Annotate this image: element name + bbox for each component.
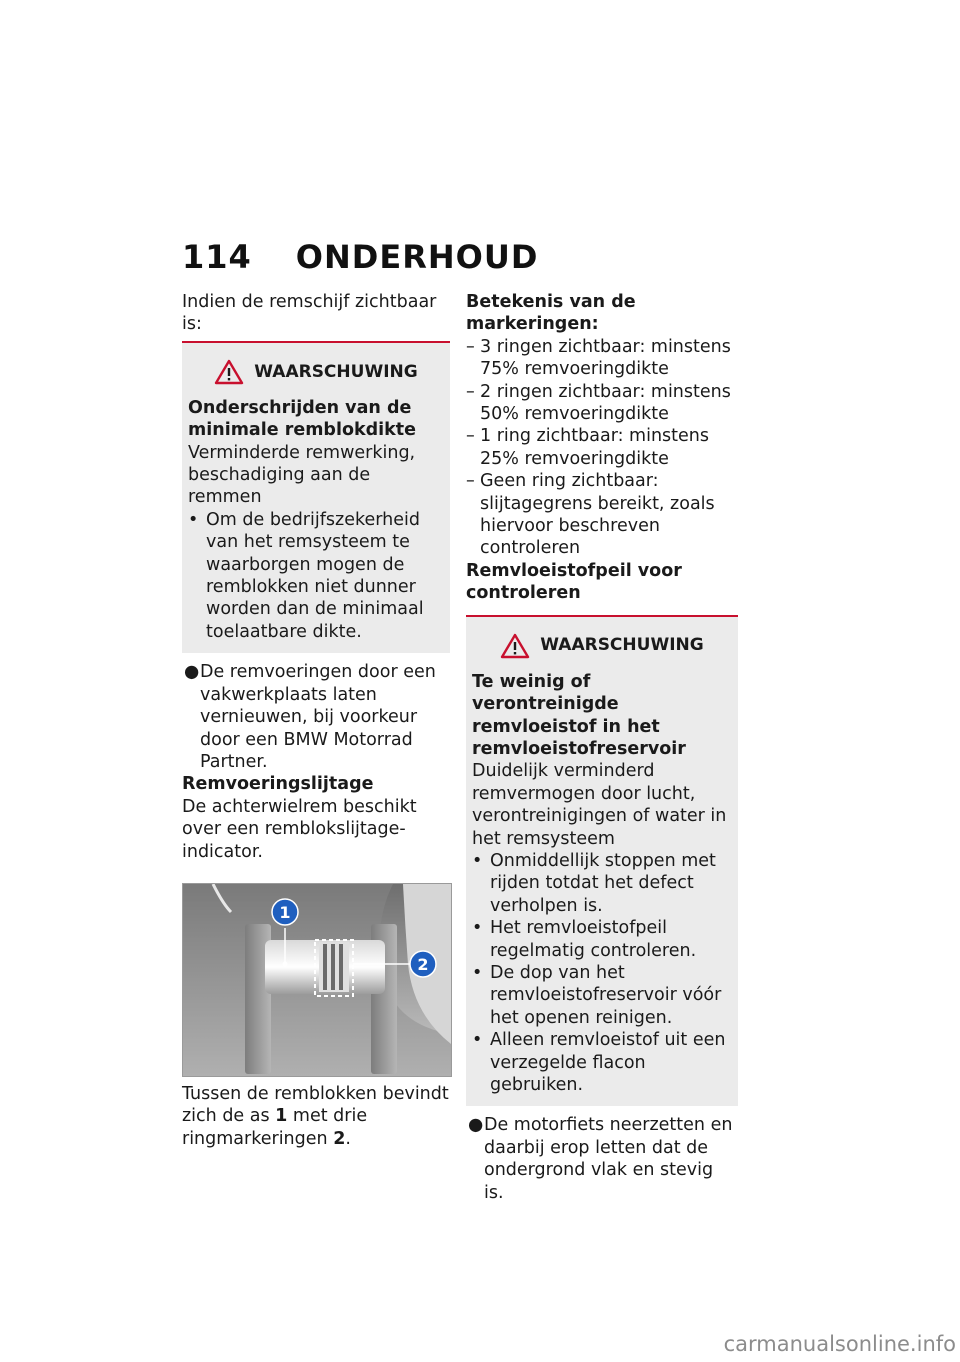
warning-triangle-icon [500,633,530,659]
list-item: – 2 ringen zichtbaar: minstens 50% remvoeringdikte [466,381,731,425]
warning-consequence: Verminderde remwerking, beschadiging aan de remmen [188,442,416,508]
list-item: • Om de bedrijfszekerheid van het remsysteem te waarborgen mogen de remblokken niet dunner worden dan de minimaal toelaatbare dikte. [188,509,424,642]
section-heading: Remvoeringslijtage [182,774,374,795]
left-column [182,291,450,1150]
markings-heading: Betekenis van de markeringen: [466,292,636,335]
list-item: • De dop van het remvloeistofreservoir vóór het openen reinigen. [472,962,722,1028]
warning-consequence: Duidelijk verminderd remvermogen door lucht, verontreinigingen of water in het remsysteem [472,761,727,849]
warning-label: WAARSCHUWING [540,635,704,656]
watermark: carmanualsonline.info [723,1332,956,1356]
list-item: ● De remvoeringen door een vakwerkplaats laten vernieuwen, bij voorkeur door een BMW Motorrad Partner. [184,662,436,772]
warning-box-brake-fluid [466,615,738,1107]
warning-header [472,633,732,659]
list-item: • Het remvloeistofpeil regelmatig controleren. [472,918,697,961]
brake-caliper-illustration [183,884,451,1076]
list-item: – 1 ring zichtbaar: minstens 25% remvoeringdikte [466,426,709,469]
list-item: ● De motorfiets neerzetten en daarbij erop letten dat de ondergrond vlak en stevig is. [468,1115,733,1203]
intro-text: Indien de remschijf zichtbaar is: [182,292,437,335]
step-list [182,661,450,773]
callout-2: 2 [417,954,429,974]
warning-list [472,850,732,1096]
page-number: 114 [182,238,252,276]
fluid-heading: Remvloeistofpeil voor controleren [466,560,682,604]
warning-label: WAARSCHUWING [254,361,418,382]
callout-1: 1 [279,902,291,922]
list-item: • Alleen remvloeistof uit een verzegelde flacon gebruiken. [472,1030,726,1095]
warning-title: Te weinig of verontreinigde remvloeistof in het remvloeistofreservoir [472,671,686,759]
warning-title: Onderschrijden van de minimale remblokdikte [188,397,417,441]
section-text: De achterwielrem beschikt over een remblokslijtage-indicator. [182,796,417,862]
page-title: ONDERHOUD [295,238,539,276]
right-column [466,291,738,1204]
warning-header [188,359,444,385]
markings-list [466,336,738,560]
warning-list [188,509,444,643]
warning-box-brake-pads [182,341,450,653]
page-header [182,238,538,276]
list-item: – 3 ringen zichtbaar: minstens 75% remvoeringdikte [466,336,731,380]
figure-caption: Tussen de remblokken bevindt zich de as 1 met drie ringmarkeringen 2. [182,1083,449,1149]
list-item: – Geen ring zichtbaar: slijtagegrens bereikt, zoals hiervoor beschreven controleren [466,471,715,559]
step-list [466,1114,738,1204]
list-item: • Onmiddellijk stoppen met rijden totdat het defect verholpen is. [472,850,716,916]
warning-triangle-icon [214,359,244,385]
brake-wear-figure [182,883,452,1077]
